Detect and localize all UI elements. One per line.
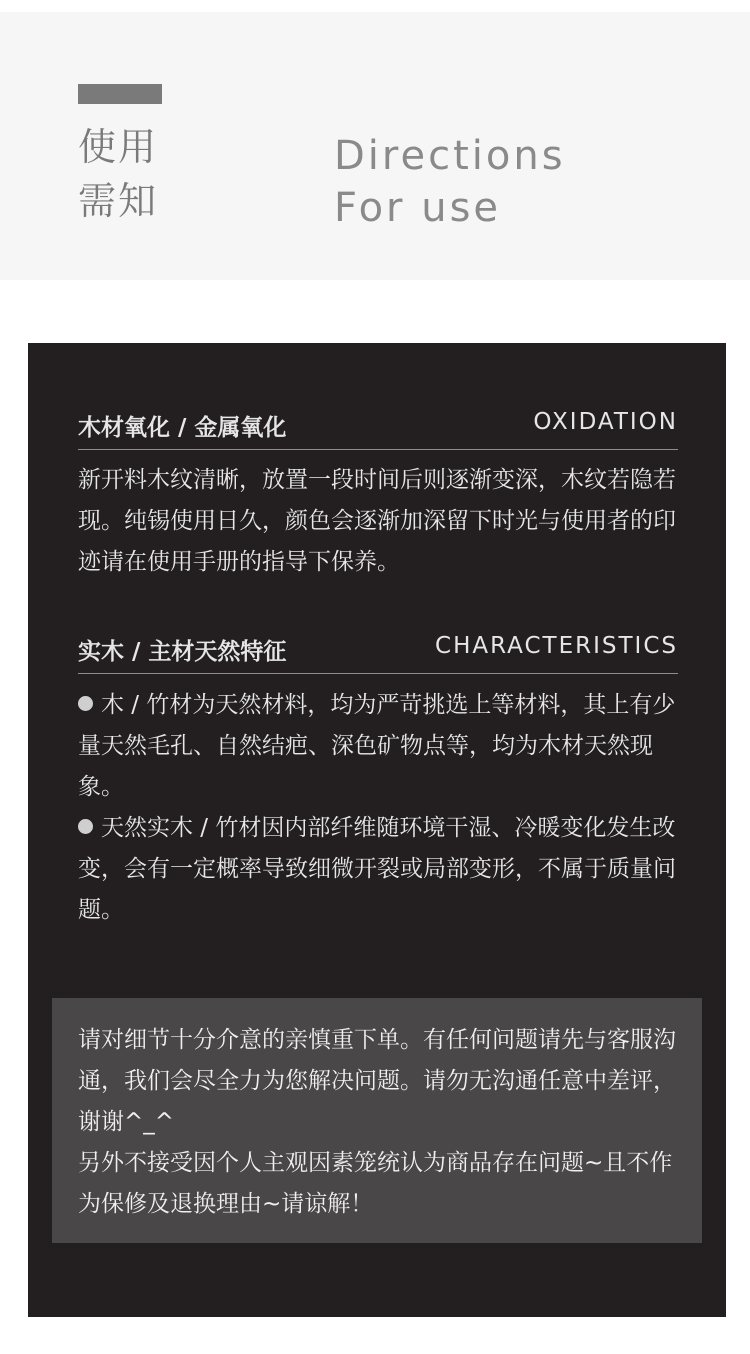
header-title-cn bbox=[78, 120, 158, 228]
header-banner bbox=[0, 12, 750, 280]
section-title-en: OXIDATION bbox=[533, 409, 678, 435]
characteristics-bullet-2 bbox=[78, 808, 682, 931]
bullet-dot-icon bbox=[78, 696, 93, 711]
oxidation-text bbox=[78, 460, 682, 583]
header-title-en-line1: Directions bbox=[334, 133, 566, 179]
header-accent-bar bbox=[78, 84, 162, 104]
section-title-characteristics bbox=[78, 633, 678, 674]
characteristics-text bbox=[78, 685, 682, 931]
section-title-oxidation bbox=[78, 409, 678, 450]
characteristics-bullet-1 bbox=[78, 685, 682, 808]
section-title-cn: 实木 / 主材天然特征 bbox=[78, 639, 287, 665]
notice-box bbox=[52, 998, 702, 1243]
header-title-cn-line2: 需知 bbox=[78, 179, 159, 223]
characteristics-bullet-1-text: 木 / 竹材为天然材料，均为严苛挑选上等材料，其上有少量天然毛孔、自然结疤、深色矿物点等，均为木材天然现象。 bbox=[78, 692, 676, 800]
header-title-cn-line1: 使用 bbox=[78, 125, 159, 169]
section-title-en: CHARACTERISTICS bbox=[435, 633, 678, 659]
oxidation-paragraph: 新开料木纹清晰，放置一段时间后则逐渐变深，木纹若隐若现。纯锡使用日久，颜色会逐渐加深留下时光与使用者的印迹请在使用手册的指导下保养。 bbox=[78, 467, 676, 575]
characteristics-bullet-2-text: 天然实木 / 竹材因内部纤维随环境干湿、冷暖变化发生改变，会有一定概率导致细微开裂或局部变形，不属于质量问题。 bbox=[78, 815, 676, 923]
header-title-en-line2: For use bbox=[334, 185, 502, 231]
section-title-cn: 木材氧化 / 金属氧化 bbox=[78, 415, 287, 441]
bullet-dot-icon bbox=[78, 819, 93, 834]
header-title-en bbox=[334, 130, 566, 234]
info-panel bbox=[28, 343, 726, 1317]
notice-line-2: 另外不接受因个人主观因素笼统认为商品存在问题~且不作为保修及退换理由~请谅解！ bbox=[78, 1150, 673, 1217]
notice-text bbox=[78, 1020, 682, 1225]
notice-line-1: 请对细节十分介意的亲慎重下单。有任何问题请先与客服沟通，我们会尽全力为您解决问题。请勿无沟通任意中差评，谢谢^_^ bbox=[78, 1027, 676, 1135]
